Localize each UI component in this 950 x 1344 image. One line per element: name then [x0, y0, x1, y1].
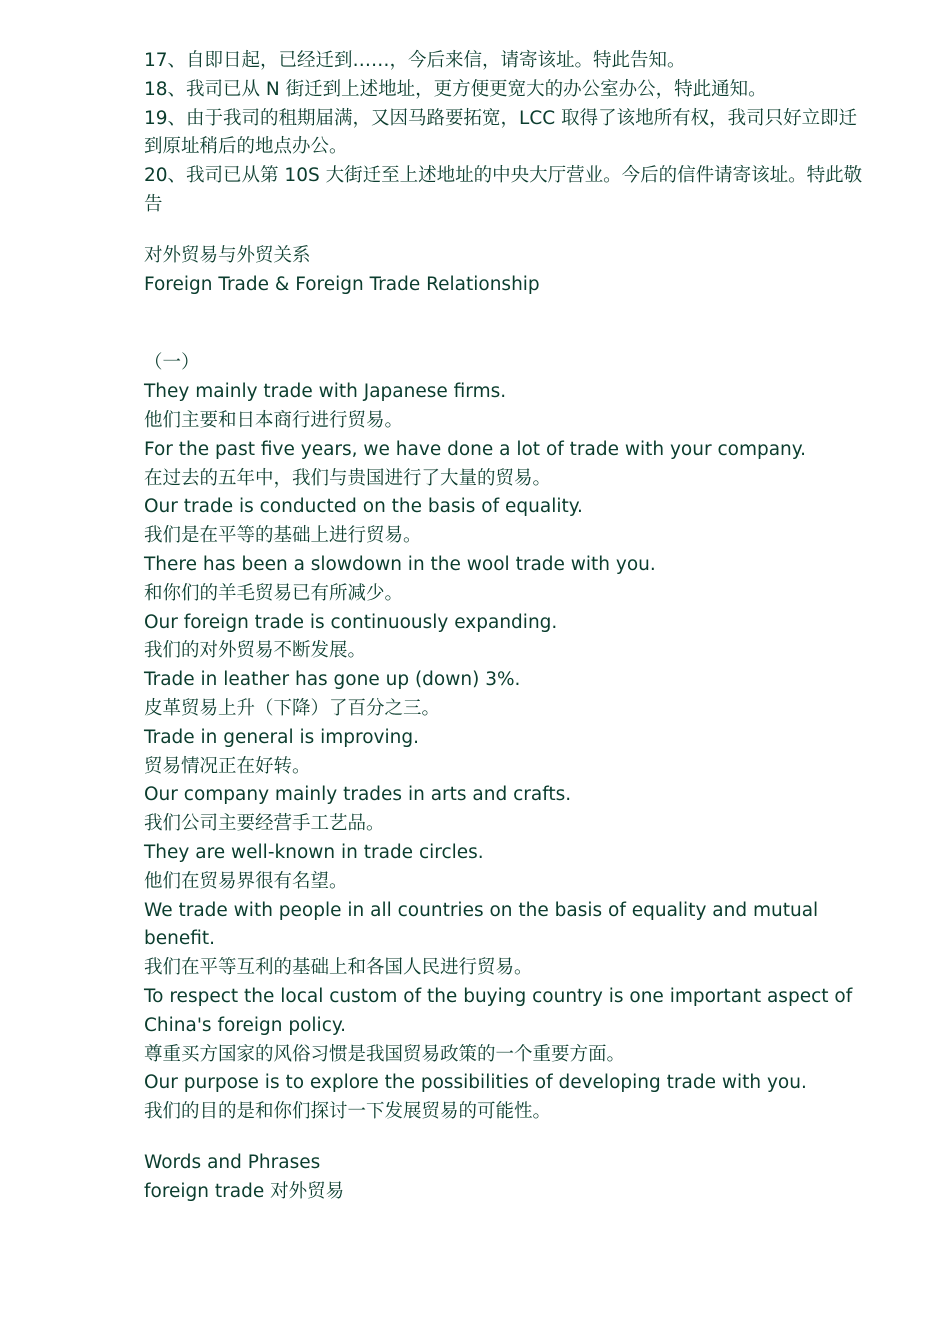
sentence-en: Our trade is conducted on the basis of equality. — [144, 496, 583, 518]
words-heading: Words and Phrases — [144, 1151, 321, 1173]
sentence-en: Our company mainly trades in arts and crafts. — [144, 784, 572, 806]
sentence-zh: 贸易情况正在好转。 — [144, 755, 311, 777]
sentence-pair — [144, 724, 874, 782]
notice-list — [144, 47, 874, 220]
sentence-en: We trade with people in all countries on the basis of equality and mutual benefit. — [144, 899, 819, 950]
sentence-en: Our foreign trade is continuously expanding. — [144, 611, 558, 633]
notice-item: 20、我司已从第 10S 大街迁至上述地址的中央大厅营业。今后的信件请寄该址。特此敬告 — [144, 165, 863, 215]
sentence-zh: 尊重买方国家的风俗习惯是我国贸易政策的一个重要方面。 — [144, 1043, 626, 1065]
sentence-pair — [144, 378, 874, 436]
notice-item: 18、我司已从 N 街迁到上述地址，更方便更宽大的办公室办公，特此通知。 — [144, 78, 767, 100]
sentence-zh: 我们的目的是和你们探讨一下发展贸易的可能性。 — [144, 1101, 552, 1123]
spacer — [144, 299, 874, 349]
sentence-zh: 皮革贸易上升（下降）了百分之三。 — [144, 697, 441, 719]
sentence-zh: 我们在平等互利的基础上和各国人民进行贸易。 — [144, 957, 533, 979]
sentence-pair — [144, 666, 874, 724]
word-meaning: 对外贸易 — [270, 1180, 345, 1202]
part-label: （一） — [144, 352, 200, 374]
sentence-pair — [144, 781, 874, 839]
sentence-zh: 他们在贸易界很有名望。 — [144, 870, 348, 892]
section-title-en: Foreign Trade & Foreign Trade Relationship — [144, 273, 540, 295]
sentence-list — [144, 378, 874, 1127]
spacer — [144, 1127, 874, 1149]
sentence-pair — [144, 839, 874, 897]
word-entry — [144, 1178, 874, 1207]
sentence-zh: 他们主要和日本商行进行贸易。 — [144, 409, 404, 431]
document-page — [144, 47, 874, 1206]
sentence-en: They are well-known in trade circles. — [144, 841, 484, 863]
sentence-en: Trade in general is improving. — [144, 726, 419, 748]
sentence-en: Trade in leather has gone up (down) 3%. — [144, 669, 521, 691]
sentence-pair — [144, 551, 874, 609]
sentence-pair — [144, 436, 874, 494]
sentence-en: There has been a slowdown in the wool trade with you. — [144, 553, 656, 575]
sentence-zh: 我们公司主要经营手工艺品。 — [144, 813, 385, 835]
sentence-zh: 我们是在平等的基础上进行贸易。 — [144, 525, 422, 547]
word-term: foreign trade — [144, 1180, 265, 1202]
sentence-pair — [144, 493, 874, 551]
sentence-pair — [144, 897, 874, 983]
sentence-pair — [144, 609, 874, 667]
notice-item: 17、自即日起，已经迁到……，今后来信，请寄该址。特此告知。 — [144, 50, 686, 71]
sentence-zh: 在过去的五年中，我们与贵国进行了大量的贸易。 — [144, 467, 552, 489]
sentence-en: To respect the local custom of the buying country is one important aspect of China's foreign policy. — [144, 985, 853, 1036]
sentence-en: For the past five years, we have done a lot of trade with your company. — [144, 438, 806, 460]
sentence-pair — [144, 983, 874, 1069]
sentence-pair — [144, 1069, 874, 1127]
sentence-zh: 和你们的羊毛贸易已有所减少。 — [144, 582, 404, 604]
sentence-en: Our purpose is to explore the possibilities of developing trade with you. — [144, 1072, 807, 1094]
sentence-zh: 我们的对外贸易不断发展。 — [144, 640, 367, 662]
sentence-en: They mainly trade with Japanese firms. — [144, 381, 507, 403]
spacer — [144, 220, 874, 242]
section-heading — [144, 242, 874, 300]
section-title-zh: 对外贸易与外贸关系 — [144, 244, 311, 266]
words-section — [144, 1149, 874, 1207]
notice-item: 19、由于我司的租期届满，又因马路要拓宽，LCC 取得了该地所有权，我司只好立即迁到原址稍后的地点办公。 — [144, 107, 858, 158]
